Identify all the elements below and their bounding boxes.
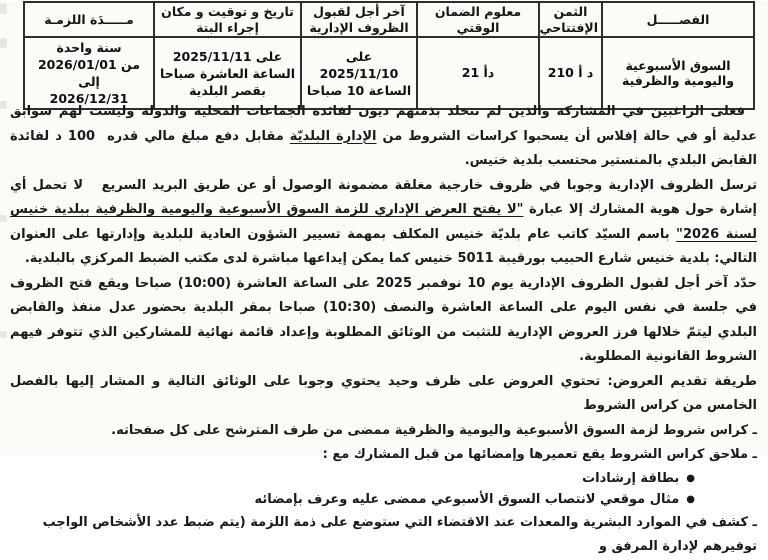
cell-chapter: السوق الأسبوعية واليومية والظرفية: [602, 37, 754, 109]
bullet-site-plan: [10, 489, 757, 511]
paragraph-envelope-submission: [10, 174, 757, 272]
scan-artifact: [0, 38, 7, 48]
body-text: بطاقة إرشادات: [582, 470, 680, 486]
body-text: مثال موقعي لانتصاب السوق الأسبوعي ممضى عليه وعرف بإمضائه: [254, 492, 680, 507]
body-text: ـ كراس شروط لزمة السوق الأسبوعية واليومية والظرفية ممضى من طرف المترشح على كل صفحاته.: [111, 422, 757, 438]
cell-line: الساعة 10 صباحا: [306, 82, 412, 98]
cell-duration: [24, 37, 154, 109]
scan-artifact: [0, 3, 7, 14]
body-text: مقابل دفع مبلغ مالي قدره 100 د لفائدة القابض البلدي بالمنستير محتسب بلدية خنيس.: [10, 128, 757, 168]
table-header-row: [24, 2, 754, 37]
body-text: طريقة تقديم العروض: تحتوي العروض على ظرف وحيد يحتوي وجوبا على الوثائق التالية و المشار إليها بالفصل الخامس من كراس الشروط: [10, 373, 757, 413]
paragraph-opening-session: [10, 272, 757, 370]
bullet-info-card: [10, 468, 757, 490]
scan-artifact: [0, 101, 7, 109]
body-text: ـ ملاحق كراس الشروط يقع تعميرها وإمضائها من قبل المشارك مع :: [322, 447, 757, 462]
col-header-auction-datetime: تاريخ و توقيت و مكان إجراء البتة: [154, 2, 301, 37]
cell-line: سنة واحدة: [56, 40, 122, 56]
scanned-tender-document: [0, 1, 768, 554]
cell-line: الساعة العاشرة صباحا: [160, 65, 295, 81]
underlined-text: "لا يفتح العرض الإداري للزمة السوق الأسبوعية واليومية والظرفية ببلدية خنيس لسنة 2026": [10, 202, 757, 242]
opening-price-value: 210 أ د: [547, 65, 594, 81]
col-header-temporary-guarantee: معلوم الضمان الوقتي: [417, 2, 539, 37]
cell-offers-deadline: [301, 37, 417, 109]
bullet-icon: ●: [686, 472, 695, 484]
col-header-opening-price: الثمن الإفتتاحي: [539, 2, 602, 37]
tender-summary-table: [23, 1, 755, 110]
paragraph-submission-method: [10, 370, 757, 419]
bullet-icon: ●: [686, 494, 695, 505]
table-row: [24, 37, 754, 109]
col-header-duration: مـــــدَة اللزمـة: [24, 2, 154, 37]
cell-line: من 2026/01/01 إلى: [37, 57, 141, 90]
body-text: حدّد آخر أجل لقبول الظروف الإدارية يوم 10 نوفمبر 2025 على الساعة العاشرة (10:00) صباحا ويقع فتح الظروف في جلسة في نفس اليوم على الساعة العاشرة والنصف (10:30) صباحا بمقر البلدية بحضور عدل منفذ والقابض البلدي ليتمّ خلالها فرز العروض الإدارية للتثبت من الوثائق المطلوبة وإعداد قائمة نهائية للمشاركين الذي تتوفر فيهم الشروط القانونية المطلوبة.: [10, 275, 757, 364]
scan-artifact: [0, 215, 7, 222]
col-header-chapter: الفصـــــل: [602, 2, 754, 37]
body-text: فعلى الراغبين في المشاركة والذين لم تتخلد بذمتهم ديون لفائدة الجماعات المحلية والدولة وليست لهم سوابق عدلية أو في حالة إفلاس أن يسحبوا كراسات الشروط من: [10, 104, 757, 144]
body-text: ترسل الظروف الإدارية وجوبا في ظروف خارجية مغلقة مضمونة الوصول أو عن طريق البريد السريع لا تحمل أي إشارة حول هوية المشارك إلا عبارة: [10, 177, 757, 217]
paragraph-eligibility: [10, 100, 757, 174]
cell-line: على 2025/11/10: [319, 48, 399, 81]
list-item-resources: [10, 511, 757, 560]
cell-opening-price: [539, 37, 602, 109]
cell-auction-datetime: [154, 37, 301, 109]
guarantee-value: 21 أد: [461, 65, 495, 81]
cell-line: على 2025/11/11: [172, 48, 283, 64]
body-text: باسم السيّد كاتب عام بلديّة خنيس المكلف بمهمة تسيير الشؤون العادية للبلدية وإدارتها على العنوان التالي: بلدية خنيس شارع الحبيب بورقيبة 5011 خنيس كما يمكن إيداعها مباشرة لدى مكتب الضبط المركزي بالبلدية.: [10, 226, 757, 266]
underlined-text: الإدارة البلديّة: [289, 128, 377, 144]
cell-line: 2026/12/31: [49, 91, 129, 107]
cell-temporary-guarantee: [417, 37, 539, 109]
list-item-cahier-des-charges: [10, 419, 757, 444]
cell-line: بقصر البلدية: [189, 82, 266, 98]
list-item-annexes: [10, 443, 757, 468]
scan-artifact: [0, 331, 7, 338]
document-body: [10, 100, 757, 560]
body-text: ـ كشف في الموارد البشرية والمعدات عند الاقتضاء التي ستوضع على ذمة اللزمة (يتم ضبط عدد الأشخاص الواجب توفيرهم لإدارة المرفق و: [42, 514, 757, 554]
col-header-offers-deadline: آخر أجل لقبول الظروف الإدارية: [301, 2, 417, 37]
